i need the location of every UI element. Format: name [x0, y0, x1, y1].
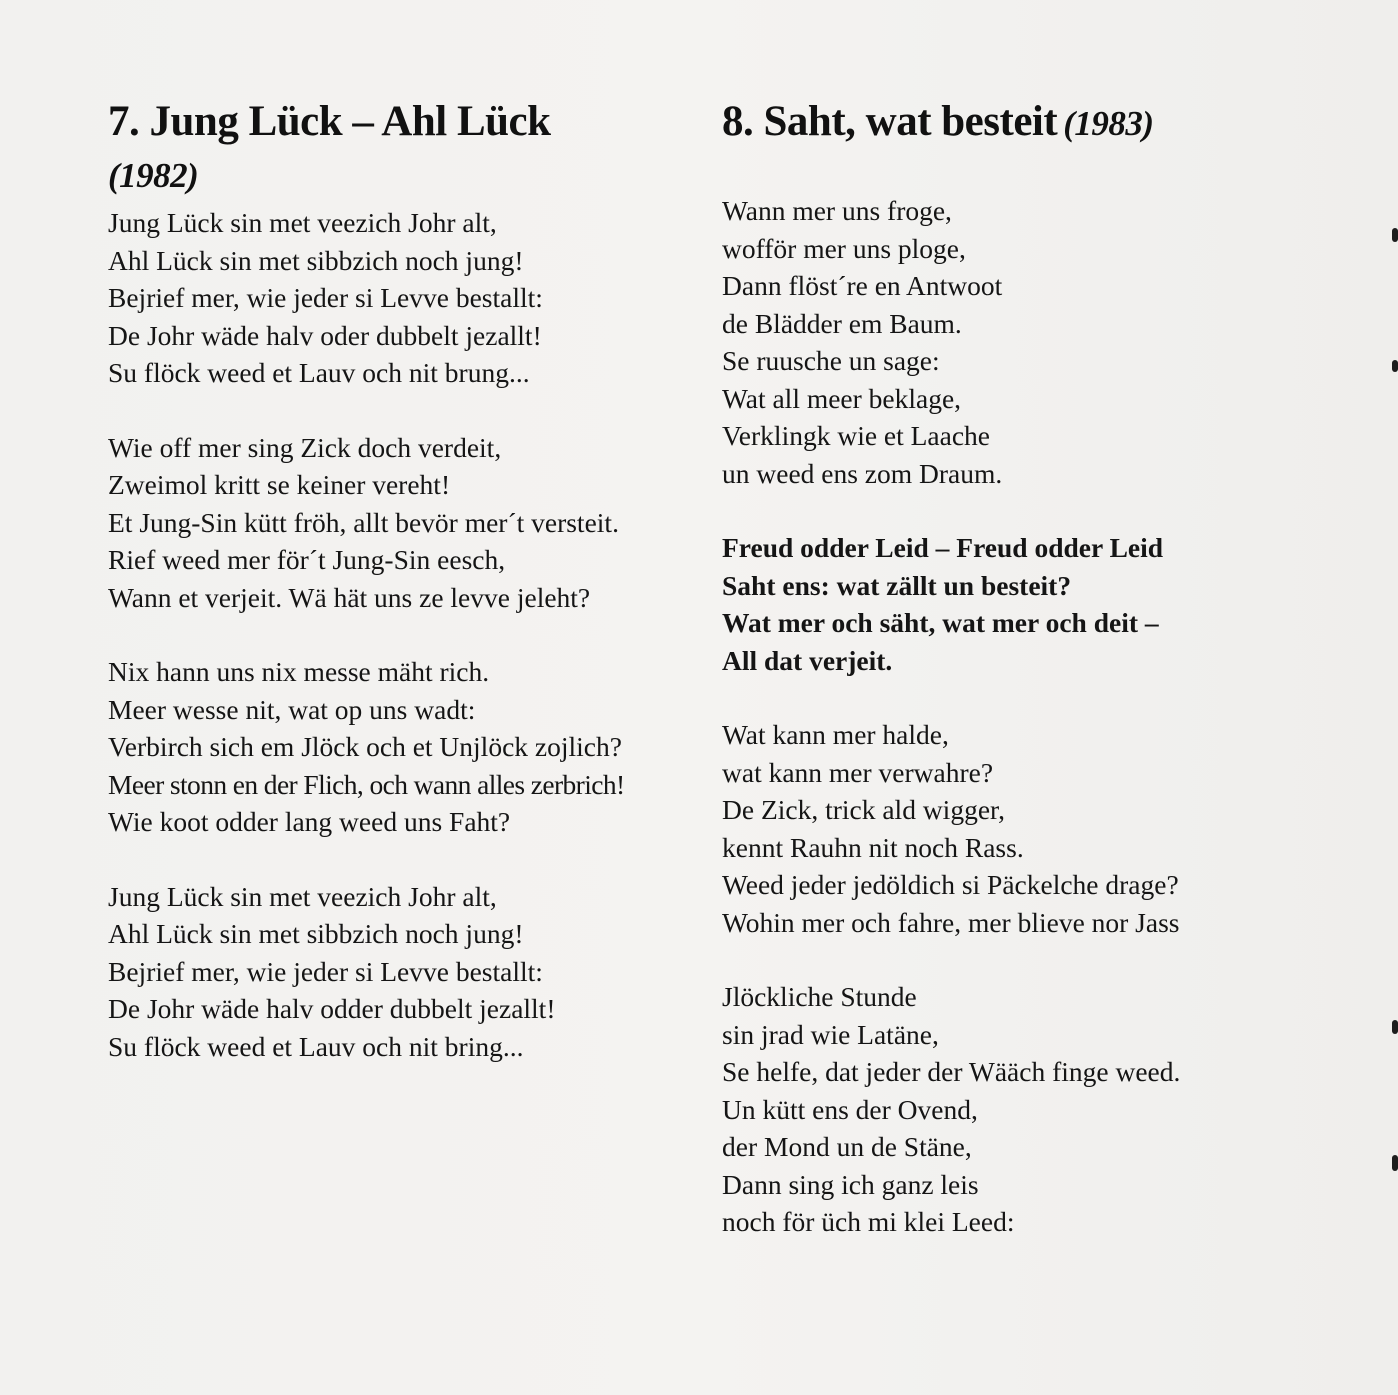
lyric-line: Jlöckliche Stunde [722, 981, 917, 1012]
lyric-line: Bejrief mer, wie jeder si Levve bestallt: [108, 955, 543, 987]
song-8-year: (1983) [1063, 104, 1154, 143]
lyric-line: Su flöck weed et Lauv och nit bring... [108, 1030, 524, 1062]
song-8-stanza-1 [722, 192, 1322, 492]
lyric-line: Wat kann mer halde, [722, 719, 949, 750]
chorus-line: Wat mer och säht, wat mer och deit – [722, 607, 1159, 638]
lyric-line: Verklingk wie et Laache [722, 420, 991, 451]
lyric-line: un weed ens zom Draum. [722, 457, 1003, 489]
lyric-line: Ahl Lück sin met sibbzich noch jung! [108, 244, 524, 276]
lyric-line: Un kütt ens der Ovend, [722, 1093, 978, 1125]
song-7-column [108, 96, 688, 1065]
song-8-chorus [722, 529, 1322, 679]
lyric-line: wofför mer uns ploge, [722, 232, 966, 264]
chorus-line: All dat verjeit. [722, 644, 893, 676]
chorus-line: Freud odder Leid – Freud odder Leid [722, 532, 1164, 563]
lyric-line: Jung Lück sin met veezich Johr alt, [108, 207, 497, 238]
chorus-line: Saht ens: wat zällt un besteit? [722, 569, 1072, 601]
lyric-line: Su flöck weed et Lauv och nit brung... [108, 357, 530, 388]
lyric-line: Dann flöst´re en Antwoot [722, 270, 1003, 301]
lyric-line: Et Jung-Sin kütt fröh, allt bevör mer´t versteit. [108, 506, 619, 538]
lyric-line: Bejrief mer, wie jeder si Levve bestallt: [108, 282, 543, 313]
song-7-stanza-4 [108, 878, 688, 1066]
lyric-line: Wie koot odder lang weed uns Faht? [108, 806, 511, 837]
lyric-line: noch för üch mi klei Leed: [722, 1206, 1015, 1237]
song-7-stanza-3 [108, 653, 688, 841]
scan-edge-mark [1392, 228, 1398, 242]
song-7-stanza-2 [108, 429, 688, 617]
lyric-line: wat kann mer verwahre? [722, 756, 994, 788]
scan-edge-mark [1392, 1020, 1398, 1034]
song-7-stanza-1 [108, 204, 688, 392]
lyric-line: sin jrad wie Latäne, [722, 1018, 939, 1050]
lyric-line: Meer wesse nit, wat op uns wadt: [108, 693, 476, 725]
lyric-line: Wann mer uns froge, [722, 195, 952, 226]
lyric-line: Se helfe, dat jeder der Wääch finge weed. [722, 1056, 1181, 1087]
lyric-line: Dann sing ich ganz leis [722, 1168, 979, 1200]
lyric-line: Weed jeder jedöldich si Päckelche drage? [722, 869, 1179, 900]
song-8-column [722, 96, 1322, 1241]
lyric-line: kennt Rauhn nit noch Rass. [722, 831, 1024, 863]
lyric-line: Wann et verjeit. Wä hät uns ze levve jeleht? [108, 581, 591, 613]
lyric-line: Rief weed mer för´t Jung-Sin eesch, [108, 544, 506, 575]
lyric-line: Meer stonn en der Flich, och wann alles zerbrich! [108, 768, 625, 800]
song-8-stanza-2 [722, 716, 1322, 941]
lyric-line: Wie off mer sing Zick doch verdeit, [108, 431, 502, 463]
lyric-line: de Blädder em Baum. [722, 307, 962, 339]
song-8-stanza-3 [722, 978, 1322, 1241]
lyric-line: Wat all meer beklage, [722, 382, 962, 414]
song-8-title-text: 8. Saht, wat besteit [722, 98, 1058, 145]
lyric-line: Se ruusche un sage: [722, 345, 940, 376]
song-8-title [722, 96, 1322, 150]
lyric-line: Jung Lück sin met veezich Johr alt, [108, 880, 497, 912]
lyric-line: Verbirch sich em Jlöck och et Unjlöck zojlich? [108, 731, 622, 762]
lyric-line: De Johr wäde halv odder dubbelt jezallt! [108, 993, 556, 1024]
lyric-line: Ahl Lück sin met sibbzich noch jung! [108, 918, 524, 949]
lyric-line: der Mond un de Stäne, [722, 1131, 972, 1162]
scan-edge-mark [1392, 360, 1398, 372]
song-7-year: (1982) [108, 156, 199, 195]
lyric-line: De Zick, trick ald wigger, [722, 794, 1005, 825]
song-7-title-text: 7. Jung Lück – Ahl Lück [108, 98, 551, 145]
song-7-title [108, 96, 688, 204]
lyric-line: Zweimol kritt se keiner vereht! [108, 469, 451, 500]
scan-edge-mark [1392, 1155, 1398, 1171]
lyric-line: Wohin mer och fahre, mer blieve nor Jass [722, 906, 1180, 938]
lyric-line: De Johr wäde halv oder dubbelt jezallt! [108, 319, 542, 351]
lyric-line: Nix hann uns nix messe mäht rich. [108, 656, 490, 687]
